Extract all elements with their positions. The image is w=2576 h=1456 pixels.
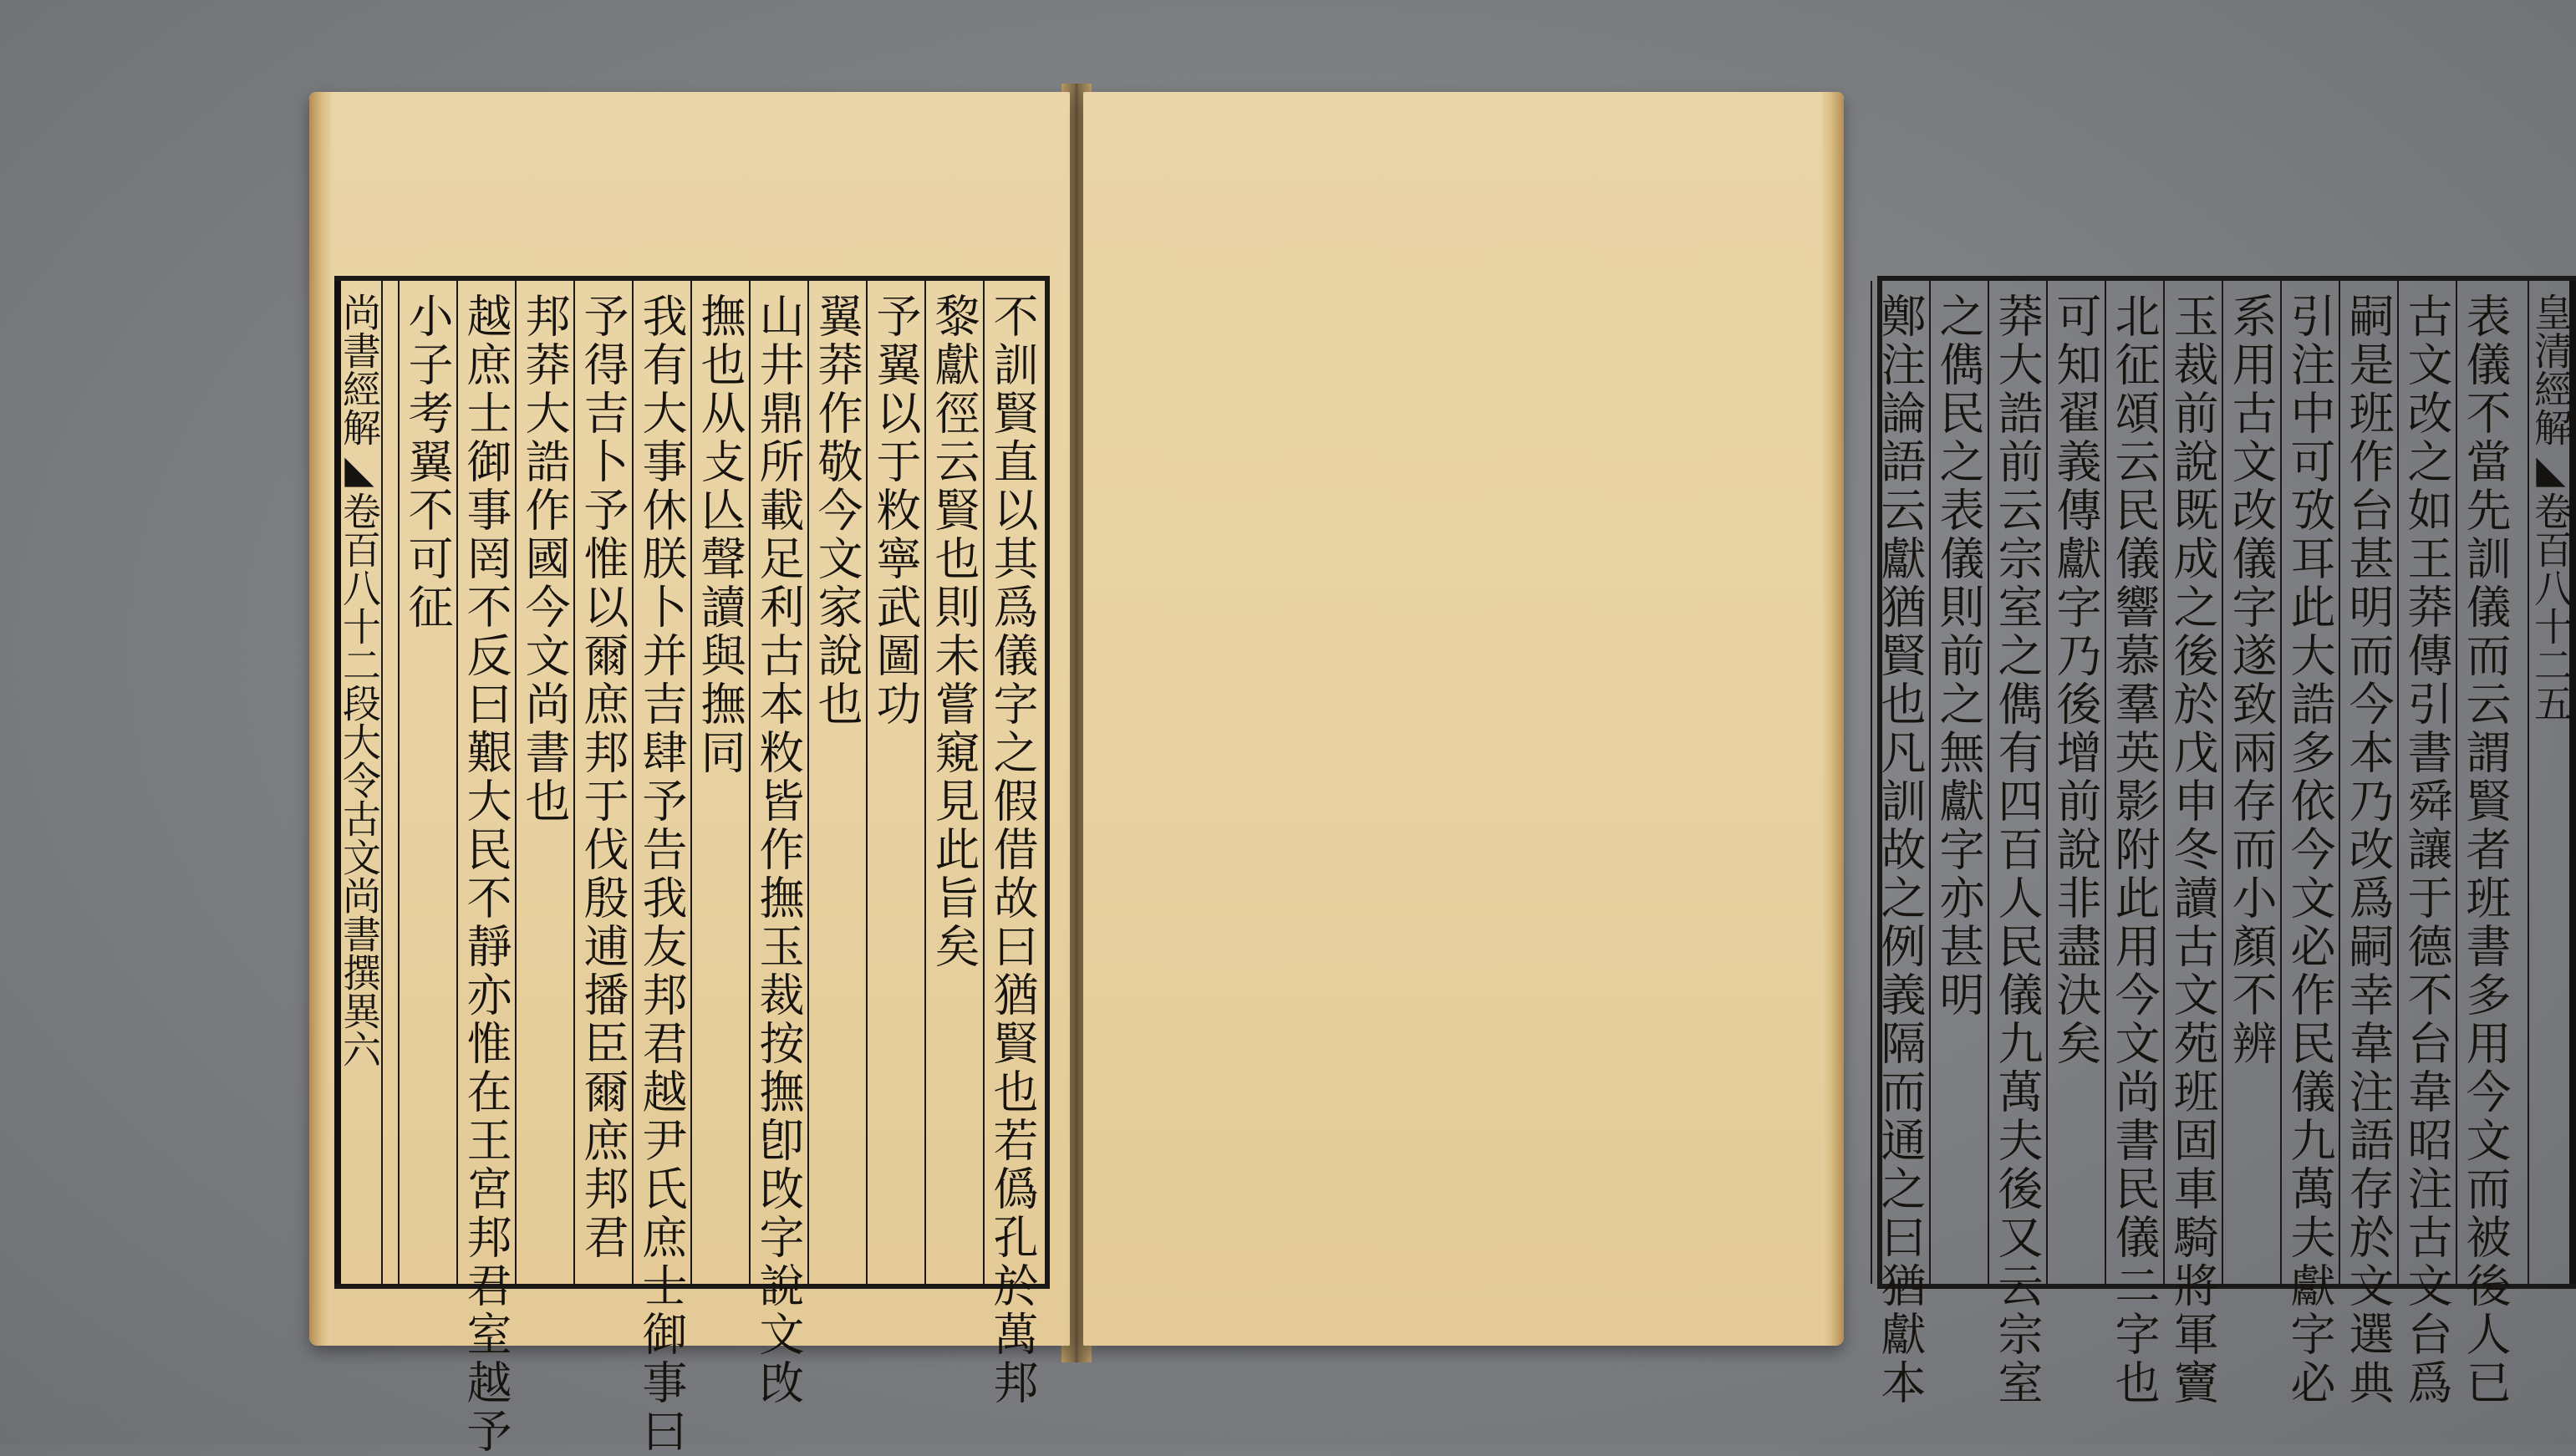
left-fishtail: ◣ — [337, 446, 382, 491]
left-column-rule — [807, 281, 809, 1284]
right-edge-label — [2528, 293, 2573, 1270]
left-page — [309, 92, 1070, 1456]
left-column-rule — [866, 281, 868, 1284]
right-text-column: 之儁民之表儀則前之無獻字亦甚明 — [1932, 293, 1985, 1020]
right-column-rule — [2397, 281, 2399, 1284]
right-text-frame — [1874, 276, 2576, 1408]
right-column-rule — [1988, 281, 1989, 1284]
left-text-column: 予翼以于敉寧武圖功 — [869, 293, 922, 729]
left-column-rule — [573, 281, 575, 1284]
right-column-rule — [2046, 281, 2048, 1284]
left-text-column: 不訓賢直以其爲儀字之假借故曰猶賢也若僞孔於萬邦 — [986, 293, 1039, 1408]
left-text-column: 翼莽作敬今文家說也 — [811, 293, 863, 729]
right-page — [1083, 92, 2573, 1408]
left-text-column: 小子考翼不可征 — [401, 293, 454, 632]
left-column-rule — [749, 281, 751, 1284]
left-column-rule — [515, 281, 517, 1284]
right-column-rule — [2456, 281, 2457, 1284]
right-text-column: 引注中可攷耳此大誥多依今文必作民儀九萬夫獻字必 — [2283, 293, 2336, 1408]
right-text-column: 系用古文改儀字遂致兩存而小顏不辨 — [2225, 293, 2278, 1068]
right-text-column: 表儀不當先訓儀而云謂賢者班書多用今文而被後人已 — [2459, 293, 2512, 1408]
left-text-column: 予得吉卜予惟以爾庶邦于伐殷逋播臣爾庶邦君 — [577, 293, 629, 1262]
right-text-column: 玉裁前說既成之後於戊申冬讀古文苑班固車騎將軍竇 — [2166, 293, 2219, 1408]
right-column-rule — [2222, 281, 2223, 1284]
left-column-rule — [632, 281, 634, 1284]
left-text-column: 邦莽大誥作國今文尚書也 — [518, 293, 571, 826]
open-book — [309, 84, 2573, 1456]
left-text-column: 山井鼎所載足利古本敉皆作撫玉裁按撫卽攺字說文攺 — [752, 293, 805, 1408]
left-text-column: 我有大事休朕卜并吉肆予告我友邦君越尹氏庶士御事曰 — [635, 293, 688, 1456]
right-column-rule — [2280, 281, 2282, 1284]
right-text-column: 古文改之如王莽傳引書舜讓于德不台韋昭注古文台爲 — [2400, 293, 2453, 1408]
left-column-rule — [983, 281, 985, 1284]
left-edge-sub: 卷百八十二段大令古文尚書撰異 — [337, 491, 382, 1030]
right-text-column: 嗣是班作台甚明而今本乃改爲嗣幸韋注語存於文選典 — [2342, 293, 2395, 1408]
right-column-rule — [1871, 281, 1872, 1284]
left-column-rule — [690, 281, 692, 1284]
left-column-rule — [456, 281, 458, 1284]
right-column-rule — [2339, 281, 2340, 1284]
right-column-rule — [2163, 281, 2165, 1284]
right-text-column: 莽大誥前云宗室之儁有四百人民儀九萬夫後又云宗室 — [1991, 293, 2044, 1408]
right-edge-page: 五 — [2528, 684, 2573, 722]
right-fishtail: ◣ — [2528, 446, 2573, 491]
left-column-rule — [924, 281, 926, 1284]
left-text-column: 越庶士御事罔不反曰艱大民不靜亦惟在王宮邦君室越予 — [460, 293, 512, 1456]
right-column-rule — [2105, 281, 2106, 1284]
left-edge-header: 尚書經解 — [337, 293, 382, 446]
right-edge-header: 皇清經解 — [2528, 293, 2573, 446]
right-column-rule — [1929, 281, 1931, 1284]
left-text-column: 撫也从攴亾聲讀與撫同 — [694, 293, 746, 777]
left-text-column: 黎獻徑云賢也則未嘗窺見此旨矣 — [928, 293, 980, 971]
left-column-rule — [398, 281, 400, 1284]
right-text-column: 鄭注論語云獻猶賢也凡訓故之例義隔而通之曰猶獻本 — [1874, 293, 1927, 1408]
left-edge-label — [337, 293, 382, 1270]
right-text-column: 北征頌云民儀響慕羣英影附此用今文尚書民儀二字也 — [2108, 293, 2161, 1408]
right-edge-sub: 卷百八十二 — [2528, 491, 2573, 684]
left-edge-page: 六 — [337, 1030, 382, 1068]
left-text-frame — [334, 276, 1050, 1456]
right-text-column: 可知翟義傳獻字乃後增前說非盡決矣 — [2049, 293, 2102, 1068]
